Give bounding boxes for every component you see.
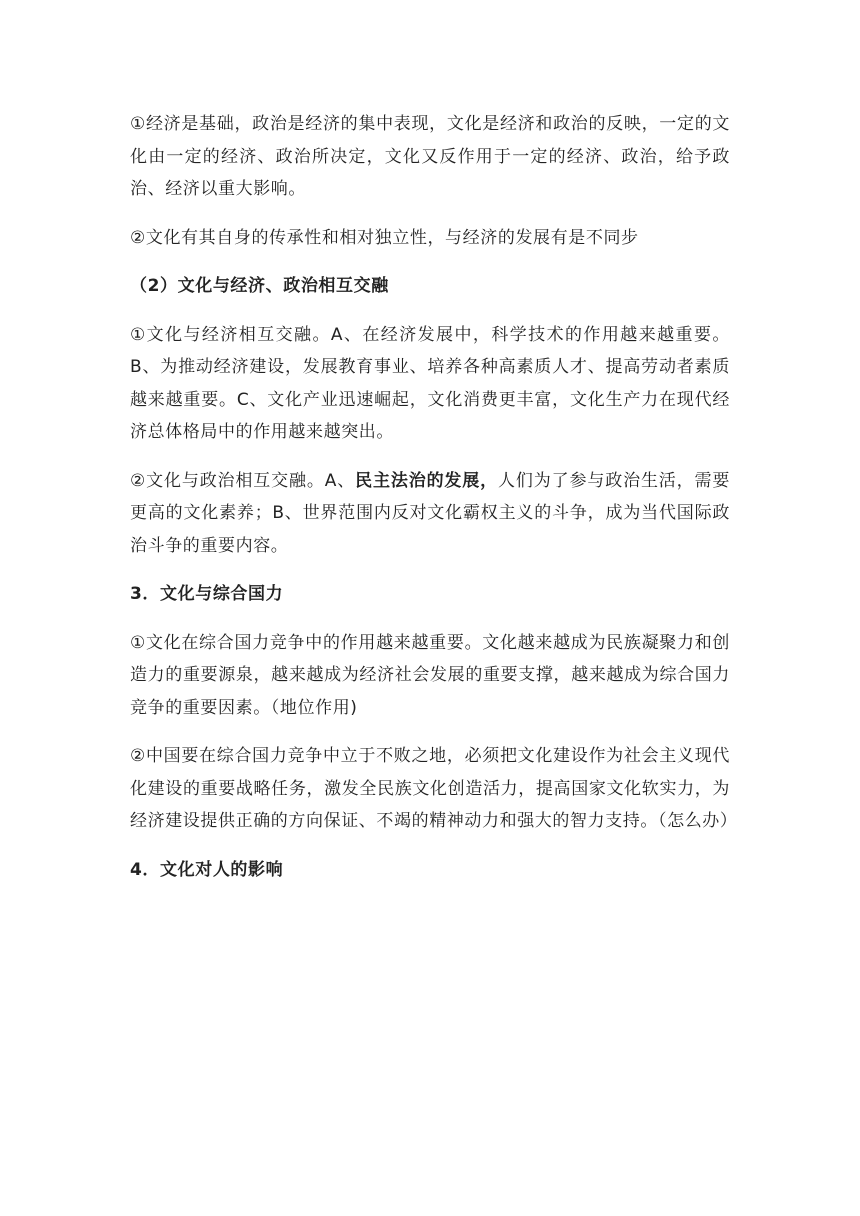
- paragraph-culture-politics-blending: [130, 465, 730, 563]
- heading-culture-economy-politics-blending: （2）文化与经济、政治相互交融: [130, 276, 389, 296]
- paragraph-culture-role-in-national-power: ①文化在综合国力竞争中的作用越来越重要。文化越来越成为民族凝聚力和创造力的重要源泉，越来越成为经济社会发展的重要支撑，越来越成为综合国力竞争的重要因素。（地位作用): [130, 632, 730, 718]
- heading-culture-impact-on-people: 4．文化对人的影响: [130, 859, 284, 880]
- paragraph-china-culture-strategy: ②中国要在综合国力竞争中立于不败之地，必须把文化建设作为社会主义现代化建设的重要战略任务，激发全民族文化创造活力，提高国家文化软实力，为经济建设提供正确的方向保证、不竭的精神动力和强大的智力支持。（怎么办）: [130, 746, 738, 831]
- paragraph-culture-independence: ②文化有其自身的传承性和相对独立性，与经济的发展有是不同步: [130, 227, 639, 248]
- paragraph-economy-politics-culture: ①经济是基础，政治是经济的集中表现，文化是经济和政治的反映，一定的文化由一定的经济、政治所决定，文化又反作用于一定的经济、政治，给予政治、经济以重大影响。: [130, 114, 730, 199]
- heading-culture-national-power: 3．文化与综合国力: [130, 584, 284, 604]
- paragraph-prefix: ②文化与政治相互交融。A、: [130, 470, 356, 491]
- paragraph-culture-economy-blending: ①文化与经济相互交融。A、在经济发展中，科学技术的作用越来越重要。B、为推动经济建设，发展教育事业、培养各种高素质人才、提高劳动者素质越来越重要。C、文化产业迅速崛起，文化消费更丰富，文化生产力在现代经济总体格局中的作用越来越突出。: [130, 324, 730, 442]
- paragraph-suffix: 人们为了参与政治生活，需要更高的文化素养；B、世界范围内反对文化霸权主义的斗争，成为当代国际政治斗争的重要内容。: [130, 470, 730, 556]
- bold-democracy-rule-of-law: 民主法治的发展，: [355, 470, 499, 491]
